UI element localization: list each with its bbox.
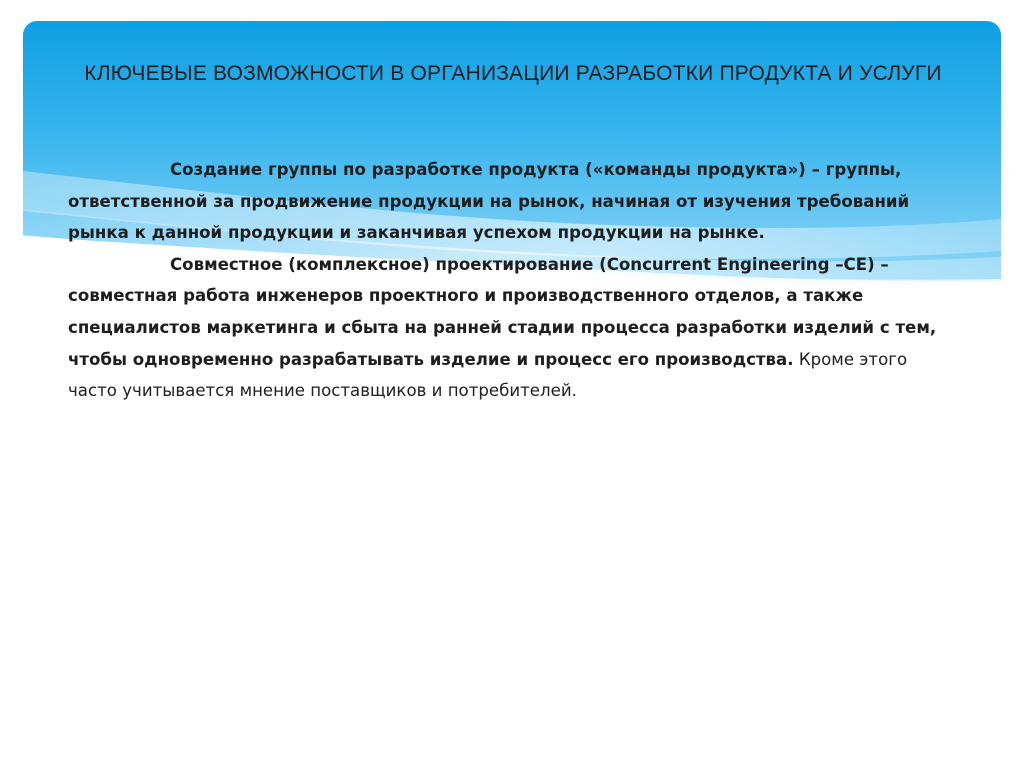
- paragraph-concurrent-engineering: [68, 249, 938, 407]
- paragraph-concurrent-engineering-bold: Совместное (комплексное) проектирование (Concurrent Engineering –CE) – совместная работа инженеров проектного и производственного отделов, а также специалистов маркетинга и сбыта на ранней стадии процесса разработки изделий с тем, чтобы одновременно разрабатывать изделие и процесс его производства.: [68, 254, 937, 369]
- slide-body: [68, 154, 938, 407]
- paragraph-product-team: [68, 154, 938, 249]
- slide: [23, 21, 1001, 747]
- slide-title: КЛЮЧЕВЫЕ ВОЗМОЖНОСТИ В ОРГАНИЗАЦИИ РАЗРАБОТКИ ПРОДУКТА И УСЛУГИ: [84, 62, 942, 85]
- paragraph-product-team-text: Создание группы по разработке продукта («команды продукта») – группы, ответственной за продвижение продукции на рынок, начиная от изучения требований рынка к данной продукции и заканчивая успехом продукции на рынке.: [68, 160, 910, 243]
- paragraph-concurrent-engineering-normal: Кроме этого часто учитывается мнение поставщиков и потребителей.: [68, 349, 908, 401]
